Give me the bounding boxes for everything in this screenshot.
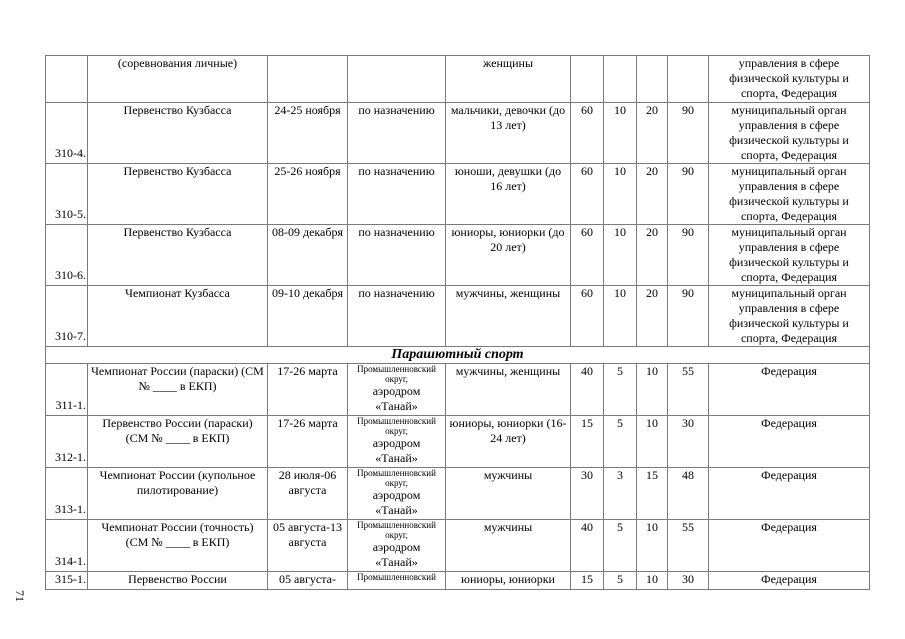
count-coaches: 10 [604, 164, 637, 225]
count-coaches: 5 [604, 364, 637, 416]
row-number: 310-6. [46, 225, 88, 286]
count-total: 48 [668, 468, 709, 520]
count-judges: 10 [637, 520, 668, 572]
count-judges: 20 [637, 286, 668, 347]
count-athletes: 40 [571, 364, 604, 416]
event-date: 28 июля-06 августа [268, 468, 348, 520]
row-number: 313-1. [46, 468, 88, 520]
count-athletes: 60 [571, 164, 604, 225]
event-place [348, 56, 446, 103]
event-date: 17-26 марта [268, 416, 348, 468]
place-airfield: аэродром «Танай» [372, 540, 421, 569]
organizer: муниципальный орган управления в сфере физической культуры и спорта, Федерация [709, 164, 870, 225]
participants: мужчины, женщины [446, 364, 571, 416]
event-date: 17-26 марта [268, 364, 348, 416]
event-name: Первенство Кузбасса [88, 225, 268, 286]
count-total: 55 [668, 364, 709, 416]
event-name: Первенство России [88, 572, 268, 590]
count-total: 90 [668, 103, 709, 164]
count-total: 90 [668, 286, 709, 347]
count-judges: 20 [637, 103, 668, 164]
event-name: (соревнования личные) [88, 56, 268, 103]
count-total: 30 [668, 572, 709, 590]
count-total: 90 [668, 164, 709, 225]
count-coaches: 3 [604, 468, 637, 520]
organizer: управления в сфере физической культуры и спорта, Федерация [709, 56, 870, 103]
event-name: Чемпионат России (точность) (СМ № ____ в ЕКП) [88, 520, 268, 572]
event-date [268, 56, 348, 103]
event-place [348, 572, 446, 590]
count-judges: 20 [637, 164, 668, 225]
place-district: Промышленновский округ, [357, 468, 436, 488]
event-name: Первенство России (параски) (СМ № ____ в ЕКП) [88, 416, 268, 468]
count-coaches: 10 [604, 286, 637, 347]
event-place: по назначению [348, 225, 446, 286]
event-date: 05 августа- [268, 572, 348, 590]
participants: женщины [446, 56, 571, 103]
schedule-table [45, 55, 870, 590]
table-row [46, 520, 870, 572]
count-total: 90 [668, 225, 709, 286]
event-name: Чемпионат Кузбасса [88, 286, 268, 347]
count-judges [637, 56, 668, 103]
organizer: муниципальный орган управления в сфере физической культуры и спорта, Федерация [709, 103, 870, 164]
event-name: Первенство Кузбасса [88, 164, 268, 225]
section-row-group [46, 347, 870, 364]
place-district: Промышленновский округ, [357, 520, 436, 540]
row-number [46, 56, 88, 103]
table-row [46, 225, 870, 286]
section-header-row [46, 347, 870, 364]
event-place: по назначению [348, 164, 446, 225]
organizer: Федерация [709, 468, 870, 520]
place-district: Промышленновский округ, [357, 416, 436, 436]
organizer: Федерация [709, 572, 870, 590]
count-judges: 10 [637, 416, 668, 468]
row-number: 311-1. [46, 364, 88, 416]
participants: юниоры, юниорки (до 20 лет) [446, 225, 571, 286]
event-date: 05 августа-13 августа [268, 520, 348, 572]
event-place [348, 468, 446, 520]
event-place: по назначению [348, 103, 446, 164]
organizer: Федерация [709, 364, 870, 416]
count-total [668, 56, 709, 103]
organizer: Федерация [709, 520, 870, 572]
row-number: 310-5. [46, 164, 88, 225]
place-airfield: аэродром «Танай» [372, 436, 421, 465]
participants: юноши, девушки (до 16 лет) [446, 164, 571, 225]
row-number: 315-1. [46, 572, 88, 590]
count-athletes: 60 [571, 286, 604, 347]
count-athletes: 30 [571, 468, 604, 520]
participants: мужчины [446, 468, 571, 520]
count-athletes [571, 56, 604, 103]
count-coaches: 5 [604, 520, 637, 572]
table-row [46, 416, 870, 468]
participants: юниоры, юниорки (16-24 лет) [446, 416, 571, 468]
count-coaches [604, 56, 637, 103]
table-row [46, 468, 870, 520]
count-coaches: 10 [604, 225, 637, 286]
event-name: Первенство Кузбасса [88, 103, 268, 164]
table-row [46, 364, 870, 416]
row-number: 310-4. [46, 103, 88, 164]
participants: юниоры, юниорки [446, 572, 571, 590]
row-number: 314-1. [46, 520, 88, 572]
place-district: Промышленновский [357, 572, 436, 582]
place-airfield: аэродром «Танай» [372, 488, 421, 517]
participants: мужчины, женщины [446, 286, 571, 347]
count-athletes: 15 [571, 416, 604, 468]
table-row [46, 164, 870, 225]
count-coaches: 5 [604, 416, 637, 468]
event-name: Чемпионат России (параски) (СМ № ____ в ЕКП) [88, 364, 268, 416]
count-judges: 20 [637, 225, 668, 286]
event-place: по назначению [348, 286, 446, 347]
event-place [348, 364, 446, 416]
event-place [348, 416, 446, 468]
row-number: 310-7. [46, 286, 88, 347]
organizer: муниципальный орган управления в сфере физической культуры и спорта, Федерация [709, 286, 870, 347]
count-athletes: 60 [571, 103, 604, 164]
organizer: муниципальный орган управления в сфере физической культуры и спорта, Федерация [709, 225, 870, 286]
event-date: 25-26 ноября [268, 164, 348, 225]
participants: мальчики, девочки (до 13 лет) [446, 103, 571, 164]
count-athletes: 60 [571, 225, 604, 286]
count-coaches: 5 [604, 572, 637, 590]
count-coaches: 10 [604, 103, 637, 164]
count-total: 30 [668, 416, 709, 468]
table-row [46, 56, 870, 103]
count-judges: 10 [637, 572, 668, 590]
table-row [46, 572, 870, 590]
table-row [46, 103, 870, 164]
event-name: Чемпионат России (купольное пилотирование) [88, 468, 268, 520]
event-place [348, 520, 446, 572]
place-district: Промышленновский округ, [357, 364, 436, 384]
count-athletes: 40 [571, 520, 604, 572]
section-title: Парашютный спорт [46, 347, 870, 364]
row-number: 312-1. [46, 416, 88, 468]
count-athletes: 15 [571, 572, 604, 590]
table-body-top [46, 56, 870, 347]
table-row [46, 286, 870, 347]
event-date: 08-09 декабря [268, 225, 348, 286]
organizer: Федерация [709, 416, 870, 468]
participants: мужчины [446, 520, 571, 572]
count-judges: 15 [637, 468, 668, 520]
place-airfield: аэродром «Танай» [372, 384, 421, 413]
event-date: 24-25 ноября [268, 103, 348, 164]
count-total: 55 [668, 520, 709, 572]
count-judges: 10 [637, 364, 668, 416]
page-number: 71 [13, 590, 27, 602]
event-date: 09-10 декабря [268, 286, 348, 347]
table-body-bottom [46, 364, 870, 590]
